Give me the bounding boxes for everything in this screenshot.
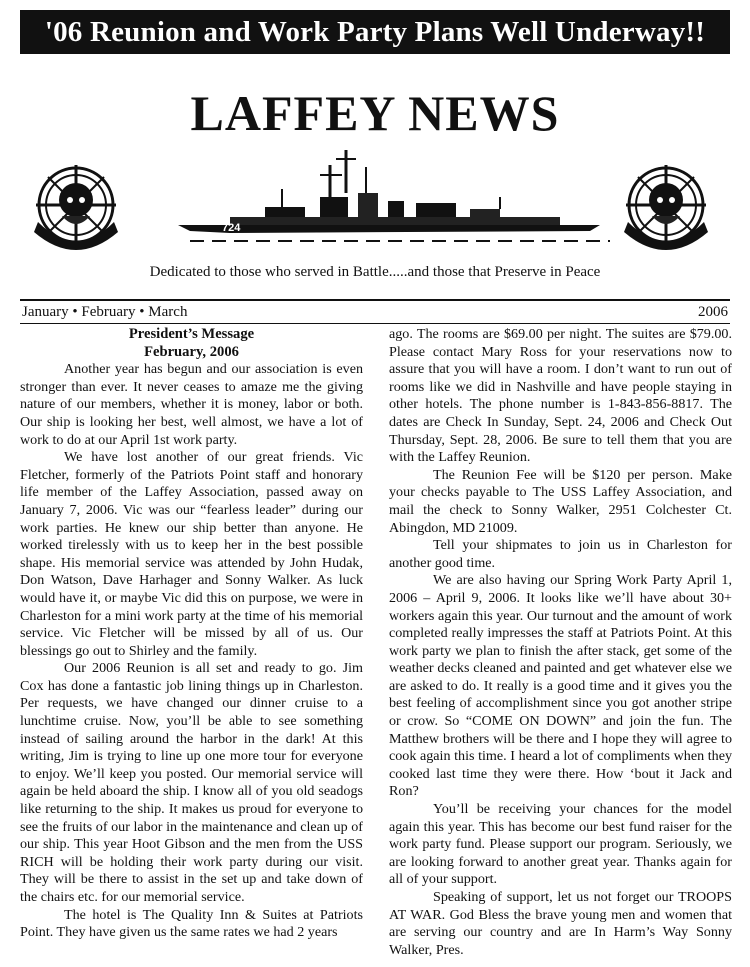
article-title: President’s Message: [128, 326, 255, 342]
article-date: February, 2006: [144, 343, 239, 360]
issue-months: January • February • March: [22, 304, 188, 320]
newsletter-title: LAFFEY NEWS: [190, 85, 560, 141]
squadron-emblem-right: [620, 160, 720, 250]
headline-banner: '06 Reunion and Work Party Plans Well Underway!!: [20, 10, 730, 54]
hull-number: 724: [222, 222, 241, 234]
paragraph: Speaking of support, let us not forget our TROOPS AT WAR. God Bless the brave young men and women that are serving our country and are In Harm’s Way Sonny Walker, Pres.: [389, 889, 732, 958]
paragraph: ago. The rooms are $69.00 per night. The suites are $79.00. Please contact Mary Ross for your reservations now to assure that you will have a room. I don’t want to run out of rooms like we did in Nashville and have people staying in other hotels. The phone number is 1-843-856-8817. The dates are Check In Sunday, Sept. 24, 2006 and Check Out Thursday, Sept. 28, 2006. Be sure to tell them that you are with the Laffey Reunion.: [389, 326, 732, 466]
issue-year: 2006: [698, 304, 728, 320]
paragraph: Tell your shipmates to join us in Charleston for another good time.: [389, 537, 732, 571]
squadron-emblem-left: [30, 160, 130, 250]
paragraph: Another year has begun and our association is even stronger than ever. It never ceases to amaze me the giving nature of our members, whether it is money, labor or both. Our ship is looking her best, well almost, we have a lot of work to do at our April 1st work party.: [20, 361, 363, 448]
article-column-1: [20, 326, 363, 942]
paragraph: The hotel is The Quality Inn & Suites at Patriots Point. They have given us the same rates we had 2 years: [20, 906, 363, 941]
issue-dateline: [20, 299, 730, 324]
paragraph: You’ll be receiving your chances for the model again this year. This has become our best fund raiser for the work party fund. Please support our program. Seriously, we are looking forward to another great year. Thanks again for all of your support.: [389, 801, 732, 888]
paragraph: We are also having our Spring Work Party April 1, 2006 – April 9, 2006. It looks like we’ll have about 30+ workers again this year. Our turnout and the amount of work completed really impresses the staff at Patriots Point. At this work party we plan to finish the after stack, get some of the weather decks cleaned and painted and get whatever else we are asked to do. It really is a good time and it gives you the best feeling of accomplishment since you got another stripe or crow. So “COME ON DOWN” and join the fun. The Matthew brothers will be there and I hope they will agree to cook again this time. I heard a lot of compliments when they cooked last time they were there. How ‘bout it Jack and Ron?: [389, 572, 732, 800]
paragraph: The Reunion Fee will be $120 per person. Make your checks payable to The USS Laffey Association, and mail the check to Sonny Walker, 2951 Colchester Ct. Abingdon, MD 21009.: [389, 466, 732, 536]
paragraph: Our 2006 Reunion is all set and ready to go. Jim Cox has done a fantastic job lining things up in Charleston. Per requests, we have changed our dinner cruise to a lunchtime cruise. Now, you’ll be able to see something instead of sailing around the harbor in the dark! At this writing, Jim is trying to line up one more tour for everyone to enjoy. We’ll keep you posted. Our memorial service will again be held aboard the ship. I know all of you old seadogs like returning to the ship. It makes us proud for everyone to see the fruits of our labor in the maintenance and clean up of our ship. This year Hoot Gibson and the men from the USS RICH will be holding their work party during our visit. They will be there to assist in the set up and take down of the chairs etc. for our memorial service.: [20, 660, 363, 905]
paragraph: We have lost another of our great friends. Vic Fletcher, formerly of the Patriots Point staff and honorary life member of the Laffey Association, passed away on January 7, 2006. Vic was our “fearless leader” during our work parties. He knew our ship better than anyone. He worked tirelessly with us to keep her in the best possible shape. His memorial service was attended by John Hudak, Don Watson, Dave Harhager and Sonny Walker. As luck would have it, or maybe Vic did this on purpose, we were in Charleston for a mini work party at the time of his memorial service. Vic Fletcher will be missed by all of us. Our blessings go out to Shirley and the family.: [20, 449, 363, 659]
tagline: Dedicated to those who served in Battle.....and those that Preserve in Peace: [149, 264, 601, 280]
destroyer-silhouette: [170, 145, 620, 255]
article-column-2: [389, 326, 732, 959]
